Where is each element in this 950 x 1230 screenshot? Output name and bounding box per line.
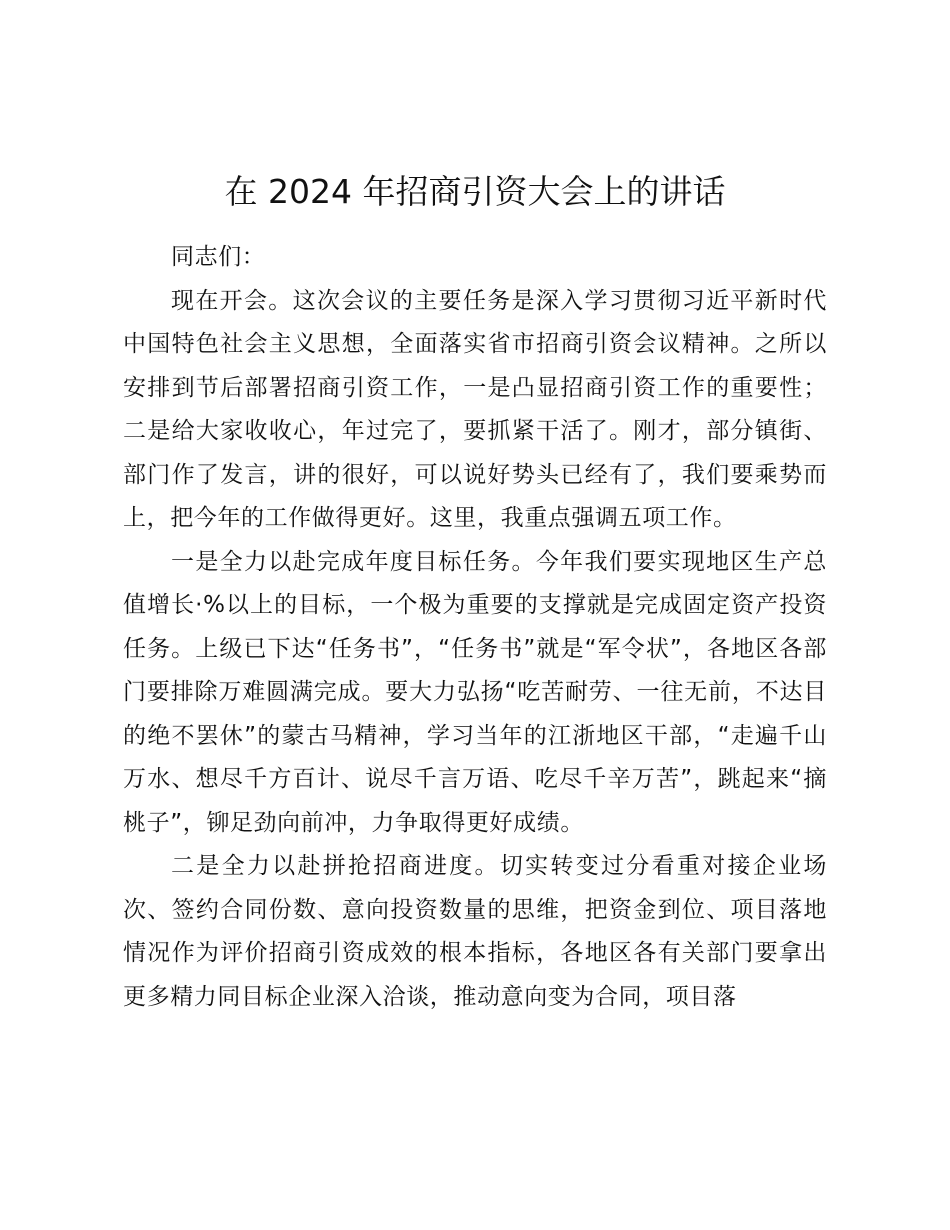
- document-body: [123, 236, 827, 1019]
- document-title: 在 2024 年招商引资大会上的讲话: [224, 172, 726, 211]
- body-paragraph: 一是全力以赴完成年度目标任务。今年我们要实现地区生产总值增长·%以上的目标，一个极为重要的支撑就是完成固定资产投资任务。上级已下达“任务书”，“任务书”就是“军令状”，各地区各部门要排除万难圆满完成。要大力弘扬“吃苦耐劳、一往无前，不达目的绝不罢休”的蒙古马精神，学习当年的江浙地区干部，“走遍千山万水、想尽千方百计、说尽千言万语、吃尽千辛万苦”，跳起来“摘桃子”，铆足劲向前冲，力争取得更好成绩。: [123, 548, 827, 836]
- greeting-paragraph: 同志们：: [171, 244, 266, 270]
- body-paragraph: 现在开会。这次会议的主要任务是深入学习贯彻习近平新时代中国特色社会主义思想，全面落实省市招商引资会议精神。之所以安排到节后部署招商引资工作，一是凸显招商引资工作的重要性；二是给大家收收心，年过完了，要抓紧干活了。刚才，部分镇街、部门作了发言，讲的很好，可以说好势头已经有了，我们要乘势而上，把今年的工作做得更好。这里，我重点强调五项工作。: [123, 287, 827, 531]
- body-paragraph: 二是全力以赴拼抢招商进度。切实转变过分看重对接企业场次、签约合同份数、意向投资数量的思维，把资金到位、项目落地情况作为评价招商引资成效的根本指标，各地区各有关部门要拿出更多精力同目标企业深入洽谈，推动意向变为合同，项目落: [123, 853, 827, 1010]
